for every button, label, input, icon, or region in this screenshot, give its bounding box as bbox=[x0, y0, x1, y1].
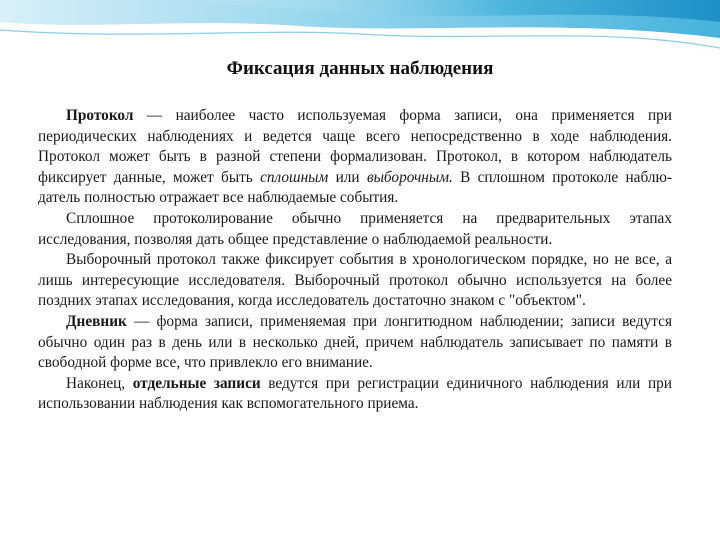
paragraph-separate-records bbox=[38, 374, 672, 415]
paragraph-diary bbox=[38, 312, 672, 374]
term-diary: Дневник bbox=[66, 312, 127, 330]
paragraph-protocol bbox=[38, 106, 672, 209]
term-protocol: Протокол bbox=[66, 107, 134, 124]
paragraph-text: Наконец, bbox=[66, 374, 133, 392]
paragraph-text: ведутся при регистрации единичного наблюдения или при использовании наблюдения как вспомогательного приема. bbox=[38, 374, 672, 413]
decorative-header-band bbox=[0, 0, 720, 60]
paragraph-continuous: Сплошное протоколирование обычно применяется на предварительных этапах исследования, позволяя дать общее представление о наблюдаемой реальности. bbox=[38, 209, 672, 248]
term-selective: выборочным. bbox=[366, 168, 453, 186]
wave-decoration bbox=[0, 0, 720, 60]
paragraph-text: — форма записи, применяемая при лонгитюдном наблюдении; записи ведутся обычно один раз в день или в несколько дней, причем наблюдатель записывает по памяти в свободной форме все, что привлекло его внимание. bbox=[38, 312, 672, 372]
paragraph-text: или bbox=[328, 168, 367, 186]
paragraph-text: — наиболее часто используемая форма записи, она применяется при периодических наблюдениях и ведется чаще всего непосредственно в ходе наблюдения. Протокол может быть в разной степени формализован. Протокол, в котором наблюдатель фиксирует данные, может быть bbox=[38, 107, 672, 186]
paragraph-text: В сплошном протоколе наблю-датель полностью отражает все наблюдаемые события. bbox=[38, 168, 672, 207]
term-continuous: сплошным bbox=[260, 168, 329, 186]
term-separate-records: отдельные записи bbox=[132, 374, 261, 392]
body-text bbox=[38, 106, 672, 415]
slide-title: Фиксация данных наблюдения bbox=[226, 58, 494, 79]
paragraph-selective: Выборочный протокол также фиксирует события в хронологическом порядке, но не все, а лишь интересующие исследователя. Выборочный протокол обычно используется на более поздних этапах исследования, когда исследователь достаточно знаком с "объектом". bbox=[38, 251, 672, 310]
